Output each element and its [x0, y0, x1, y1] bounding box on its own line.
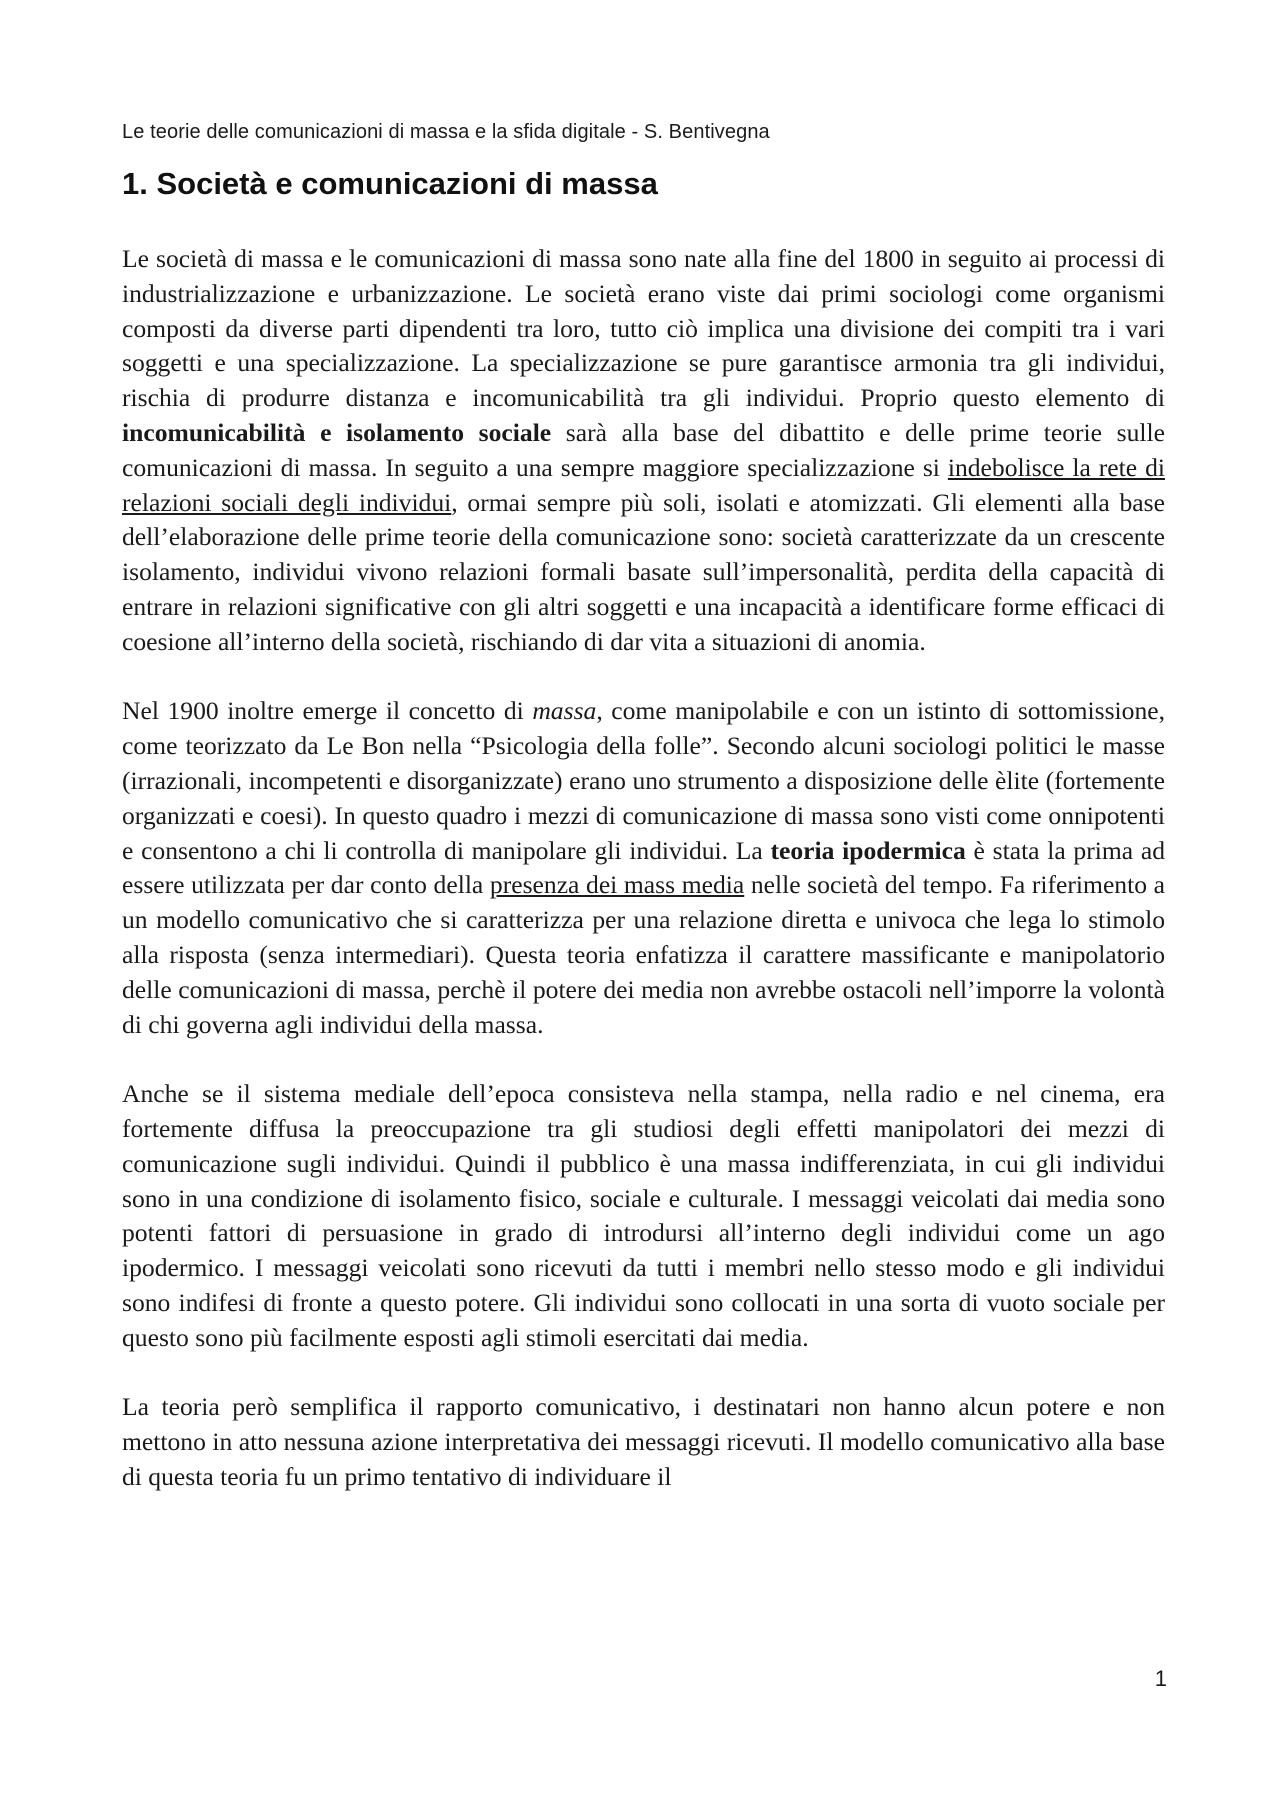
body-text: [122, 242, 1165, 1529]
running-header: Le teorie delle comunicazioni di massa e la sfida digitale - S. Bentivegna: [122, 121, 770, 143]
text-run: Le società di massa e le comunicazioni di massa sono nate alla fine del 1800 in seguito ai processi di industrializzazione e urbanizzazione. Le società erano viste dai primi sociologi come organismi composti da diverse parti dipendenti tra loro, tutto ciò implica una divisione dei compiti tra i vari soggetti e una specializzazione. La specializzazione se pure garantisce armonia tra gli individui, rischia di produrre distanza e incomunicabilità tra gli individui. Proprio questo elemento di: [122, 244, 1165, 413]
underlined-emphasis: indebolisce la rete di relazioni sociali degli individui: [122, 452, 1165, 517]
text-run: , come manipolabile e con un istinto di sottomissione, come teorizzato da Le Bon nella “Psicologia della folle”. Secondo alcuni sociologi politici le masse (irrazionali, incompetenti e disorganizzate) erano uno strumento a disposizione delle èlite (fortemente organizzati e coesi). In questo quadro i mezzi di comunicazione di massa sono visti come onnipotenti e consentono a chi li controlla di manipolare gli individui. La: [122, 696, 1165, 865]
text-run: , ormai sempre più soli, isolati e atomizzati. Gli elementi alla base dell’elaborazione delle prime teorie della comunicazione sono: società caratterizzate da un crescente isolamento, individui vivono relazioni formali basate sull’impersonalità, perdita della capacità di entrare in relazioni significative con gli altri soggetti e una incapacità a identificare forme efficaci di coesione all’interno della società, rischiando di dar vita a situazioni di anomia.: [122, 487, 1165, 656]
paragraph-2: [122, 694, 1165, 1042]
bold-emphasis: incomunicabilità e isolamento sociale: [122, 417, 552, 447]
bold-emphasis: teoria ipodermica: [770, 835, 966, 865]
paragraph-1: [122, 242, 1165, 660]
underlined-emphasis: presenza dei mass media: [489, 870, 745, 900]
paragraph-4: [122, 1390, 1165, 1494]
paragraph-3: [122, 1077, 1165, 1355]
italic-emphasis: massa: [532, 696, 597, 726]
text-run: Anche se il sistema mediale dell’epoca consisteva nella stampa, nella radio e nel cinema, era fortemente diffusa la preoccupazione tra gli studiosi degli effetti manipolatori dei mezzi di comunicazione sugli individui. Quindi il pubblico è una massa indifferenziata, in cui gli individui sono in una condizione di isolamento fisico, sociale e culturale. I messaggi veicolati dai media sono potenti fattori di persuasione in grado di introdursi all’interno degli individui come un ago ipodermico. I messaggi veicolati sono ricevuti da tutti i membri nello stesso modo e gli individui sono indifesi di fronte a questo potere. Gli individui sono collocati in una sorta di vuoto sociale per questo sono più facilmente esposti agli stimoli esercitati dai media.: [122, 1079, 1165, 1352]
text-run: è stata la prima ad essere utilizzata per dar conto della: [122, 835, 1166, 900]
text-run: nelle società del tempo. Fa riferimento a un modello comunicativo che si caratterizza per una relazione diretta e univoca che lega lo stimolo alla risposta (senza intermediari). Questa teoria enfatizza il carattere massificante e manipolatorio delle comunicazioni di massa, perchè il potere dei media non avrebbe ostacoli nell’imporre la volontà di chi governa agli individui della massa.: [122, 870, 1165, 1039]
chapter-title: 1. Società e comunicazioni di massa: [122, 166, 658, 201]
text-run: sarà alla base del dibattito e delle prime teorie sulle comunicazioni di massa. In seguito a una sempre maggiore specializzazione si: [122, 417, 1165, 482]
text-run: La teoria però semplifica il rapporto comunicativo, i destinatari non hanno alcun potere e non mettono in atto nessuna azione interpretativa dei messaggi ricevuti. Il modello comunicativo alla base di questa teoria fu un primo tentativo di individuare il: [122, 1392, 1165, 1491]
text-run: Nel 1900 inoltre emerge il concetto di: [122, 696, 533, 726]
page-number: 1: [1154, 1666, 1167, 1691]
